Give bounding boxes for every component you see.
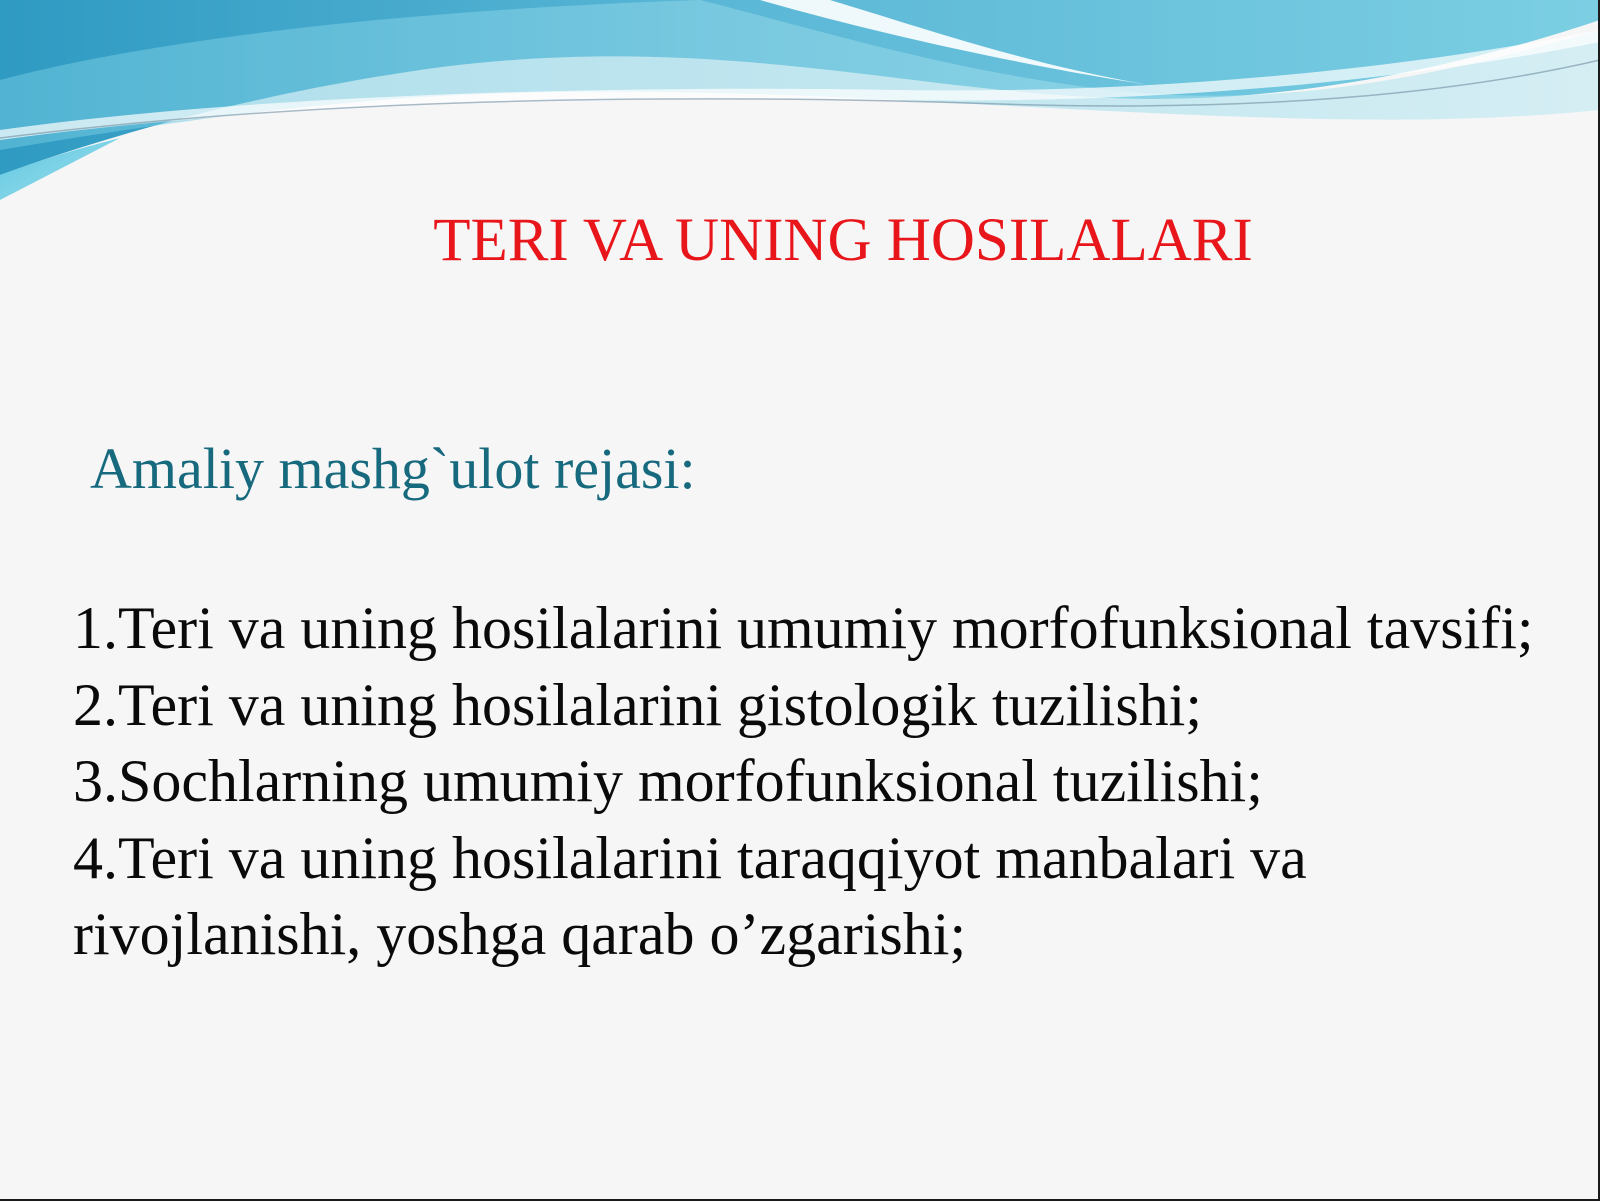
plan-item: 2.Teri va uning hosilalarini gistologik tuzilishi; (73, 671, 1203, 738)
plan-heading: Amaliy mashg`ulot rejasi: (90, 436, 696, 501)
wave-header-decoration (0, 0, 1600, 200)
plan-item: 3.Sochlarning umumiy morfofunksional tuzilishi; (73, 748, 1263, 814)
plan-item: 1.Teri va uning hosilalarini umumiy morfofunksional tavsifi; (73, 595, 1534, 661)
plan-list (73, 590, 1543, 973)
slide-title: TERI VA UNING HOSILALARI (433, 207, 1253, 274)
plan-item: 4.Teri va uning hosilalarini taraqqiyot manbalari va rivojlanishi, yoshga qarab o’zgarishi; (73, 824, 1307, 967)
